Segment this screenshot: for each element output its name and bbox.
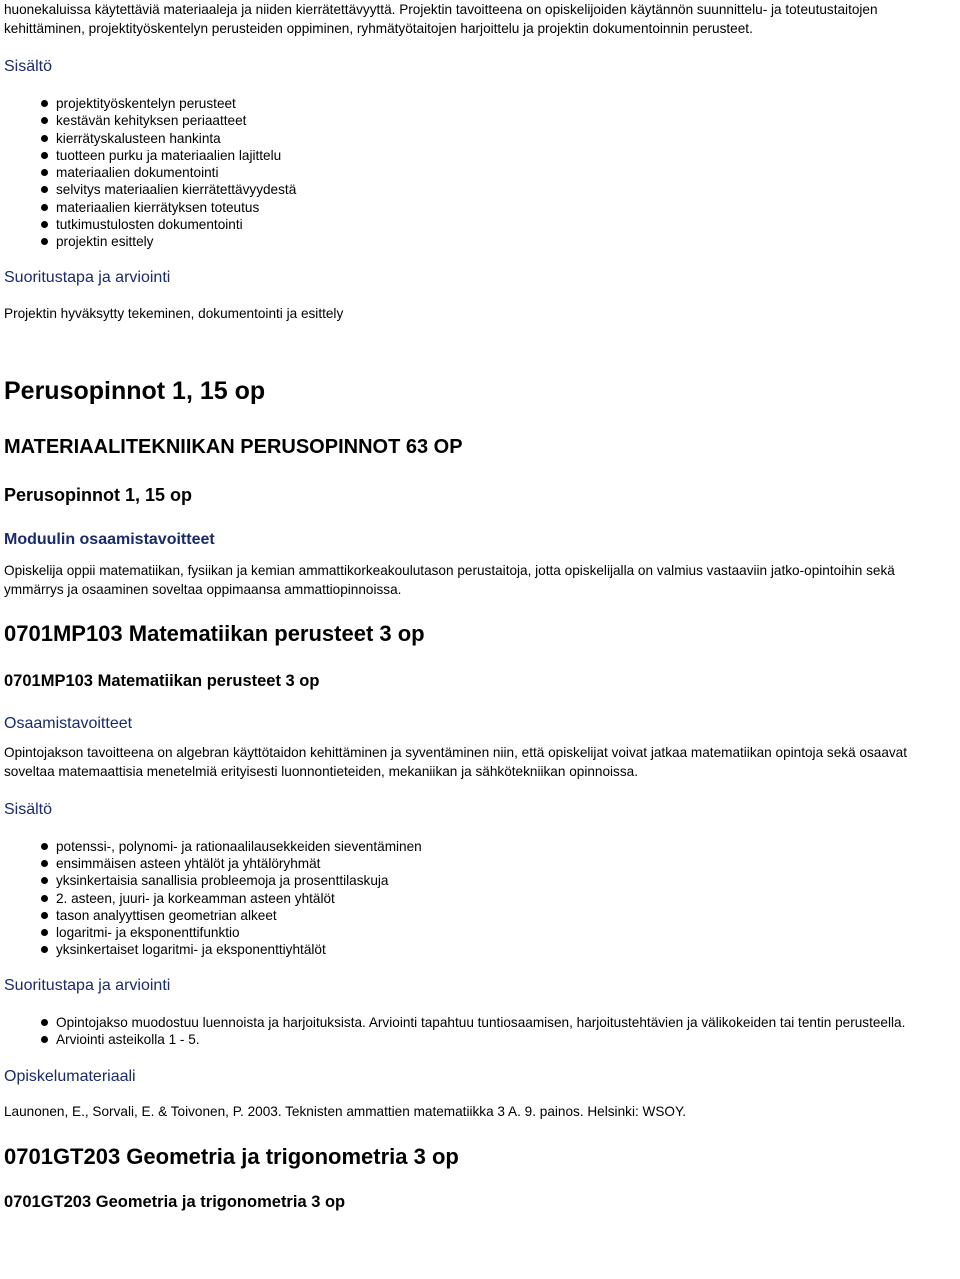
course-assessment-list [4,1014,956,1049]
document-page [4,0,956,1212]
list-item: Arviointi asteikolla 1 - 5. [56,1031,936,1048]
list-item: projektityöskentelyn perusteet [56,95,956,112]
list-item: ensimmäisen asteen yhtälöt ja yhtälöryhmät [56,855,956,872]
list-item: 2. asteen, juuri- ja korkeamman asteen yhtälöt [56,890,956,907]
course-material-text: Launonen, E., Sorvali, E. & Toivonen, P. 2003. Teknisten ammattien matematiikka 3 A. 9. painos. Helsinki: WSOY. [4,1104,687,1120]
course-title: 0701GT203 Geometria ja trigonometria 3 op [4,1144,459,1170]
list-item: logaritmi- ja eksponenttifunktio [56,924,956,941]
course-material-heading: Opiskelumateriaali [4,1068,136,1086]
course-content-list [4,838,956,959]
list-item: materiaalien kierrätyksen toteutus [56,199,956,216]
list-item: kestävän kehityksen periaatteet [56,112,956,129]
list-item: projektin esittely [56,233,956,250]
project-assessment-heading: Suoritustapa ja arviointi [4,268,171,286]
list-item: yksinkertaiset logaritmi- ja eksponenttiyhtälöt [56,941,956,958]
list-item: yksinkertaisia sanallisia probleemoja ja prosenttilaskuja [56,872,956,889]
course-title: 0701MP103 Matematiikan perusteet 3 op [4,620,425,646]
list-item: tason analyyttisen geometrian alkeet [56,907,956,924]
project-content-list [4,95,956,251]
list-item: selvitys materiaalien kierrätettävyydestä [56,181,956,198]
list-item: materiaalien dokumentointi [56,164,956,181]
perusopinnot-subtitle: Perusopinnot 1, 15 op [4,484,193,505]
course-goals-text: Opintojakson tavoitteena on algebran käyttötaidon kehittäminen ja syventäminen niin, että opiskelijat voivat jatkaa matematiikan opintoja sekä osaavat soveltaa matemaattisia menetelmiä erityisesti luonnontieteiden, mekaniikan ja sähkötekniikan opinnoissa. [4,744,908,779]
perusopinnot-title: Perusopinnot 1, 15 op [4,376,266,405]
module-title: MATERIAALITEKNIIKAN PERUSOPINNOT 63 OP [4,435,463,458]
project-content-heading: Sisältö [4,58,53,75]
course-subtitle: 0701MP103 Matematiikan perusteet 3 op [4,671,320,690]
list-item: kierrätyskalusteen hankinta [56,130,956,147]
module-goals-heading: Moduulin osaamistavoitteet [4,530,215,548]
course-content-heading: Sisältö [4,800,53,818]
module-goals-text: Opiskelija oppii matematiikan, fysiikan ja kemian ammattikorkeakoulutason perustaitoja, jotta opiskelijalla on valmius vastaaviin jatko-opintoihin sekä ymmärrys ja osaaminen soveltaa oppimaansa ammattiopinnoissa. [4,562,895,597]
intro-paragraph: huonekaluissa käytettäviä materiaaleja ja niiden kierrätettävyyttä. Projektin tavoitteena on opiskelijoiden käytännön suunnittelu- ja toteutustaitojen kehittäminen, projektityöskentelyn perusteiden oppiminen, ryhmätyötaitojen harjoittelu ja projektin dokumentoinnin perusteet. [4,2,878,36]
course-subtitle: 0701GT203 Geometria ja trigonometria 3 op [4,1193,346,1212]
project-assessment-text: Projektin hyväksytty tekeminen, dokumentointi ja esittely [4,305,344,321]
list-item: tuotteen purku ja materiaalien lajittelu [56,147,956,164]
course-assessment-heading: Suoritustapa ja arviointi [4,976,171,994]
course-goals-heading: Osaamistavoitteet [4,714,133,732]
list-item: Opintojakso muodostuu luennoista ja harjoituksista. Arviointi tapahtuu tuntiosaamisen, harjoitustehtävien ja välikokeiden tai tentin perusteella. [56,1014,936,1031]
list-item: potenssi-, polynomi- ja rationaalilausekkeiden sieventäminen [56,838,956,855]
list-item: tutkimustulosten dokumentointi [56,216,956,233]
